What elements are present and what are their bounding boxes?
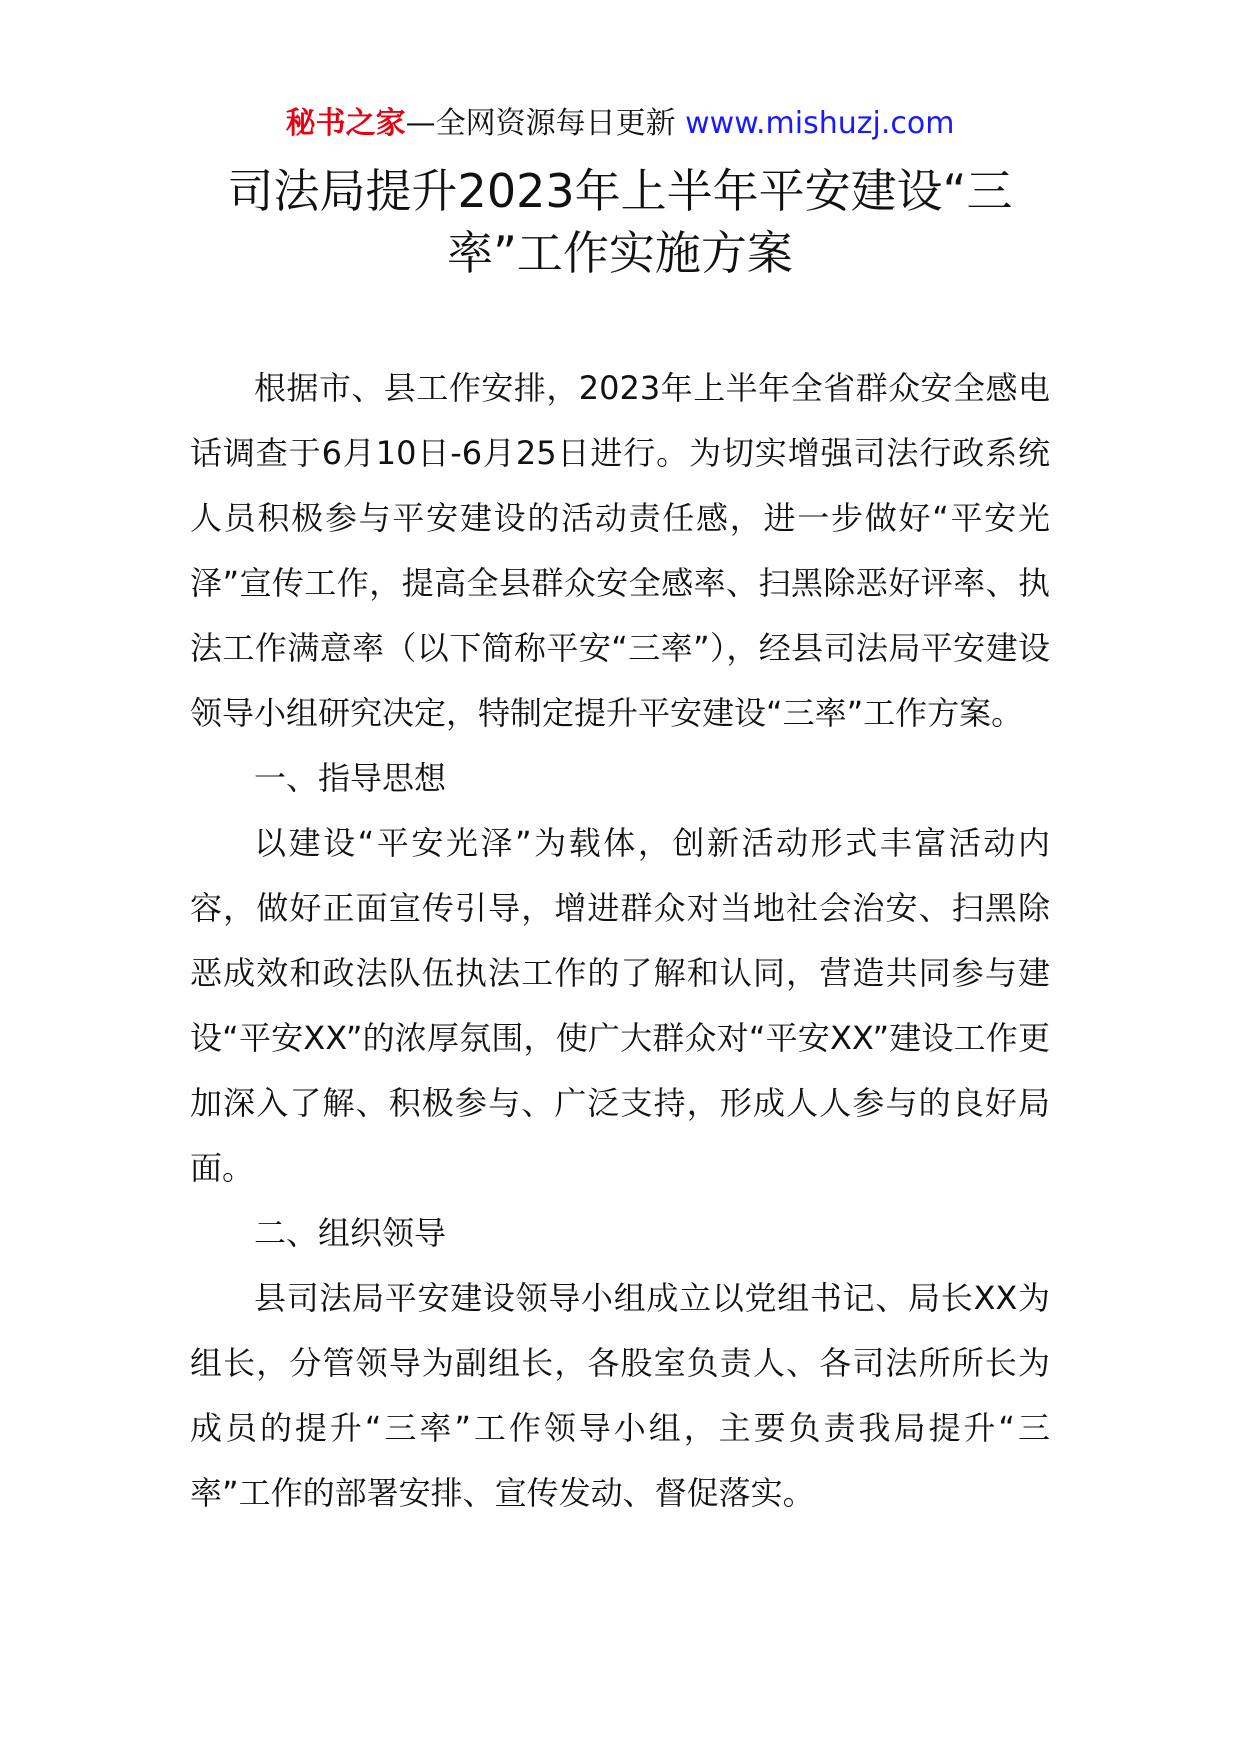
site-header [0,102,1240,146]
intro-paragraph: 根据市、县工作安排，2023年上半年全省群众安全感电话调查于6月10日-6月25日进行。为切实增强司法行政系统人员积极参与平安建设的活动责任感，进一步做好“平安光泽”宣传工作，提高全县群众安全感率、扫黑除恶好评率、执法工作满意率（以下简称平安“三率”），经县司法局平安建设领导小组研究决定，特制定提升平安建设“三率”工作方案。 [190,369,1050,732]
document-body [190,356,1050,1526]
document-title: 司法局提升2023年上半年平安建设“三率”工作实施方案 [227,164,1013,280]
header-slogan: —全网资源每日更新 [405,106,676,141]
organization-paragraph: 县司法局平安建设领导小组成立以党组书记、局长XX为组长，分管领导为副组长，各股室负责人、各司法所所长为成员的提升“三率”工作领导小组，主要负责我局提升“三率”工作的部署安排、宣传发动、督促落实。 [190,1279,1050,1512]
section-heading-organization: 二、组织领导 [254,1214,447,1252]
section-heading-guiding-thought: 一、指导思想 [254,759,447,797]
site-url: www.mishuzj.com [685,106,955,141]
brand-name: 秘书之家 [285,106,406,141]
guiding-thought-paragraph: 以建设“平安光泽”为载体，创新活动形式丰富活动内容，做好正面宣传引导，增进群众对当地社会治安、扫黑除恶成效和政法队伍执法工作的了解和认同，营造共同参与建设“平安XX”的浓厚氛围，使广大群众对“平安XX”建设工作更加深入了解、积极参与、广泛支持，形成人人参与的良好局面。 [190,824,1050,1187]
